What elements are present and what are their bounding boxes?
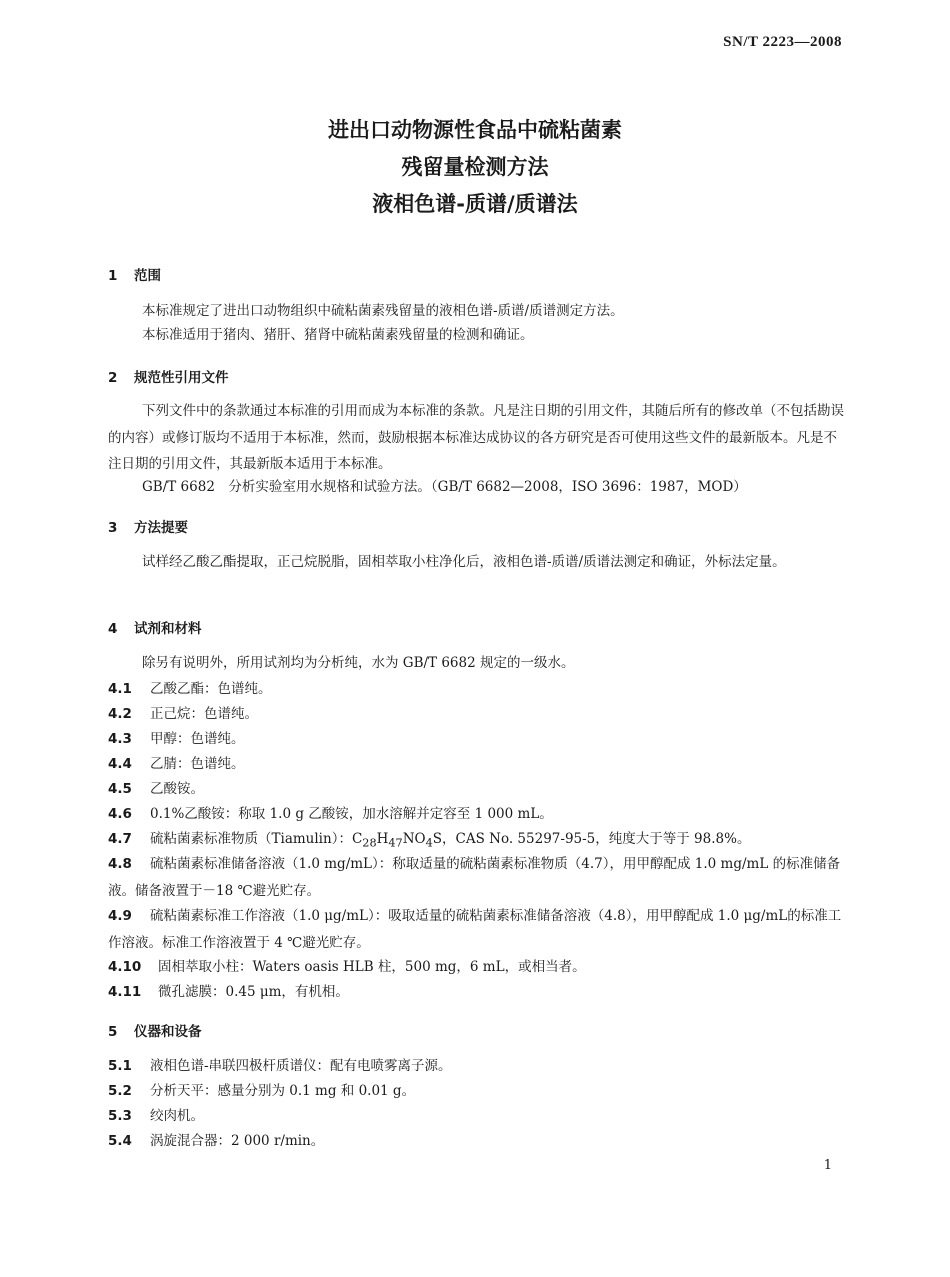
document-title [0,112,950,223]
item-text: 涡旋混合器：2 000 r/min。 [150,1133,325,1149]
section-title: 试剂和材料 [134,621,202,637]
standard-code: SN/T 2223—2008 [723,34,842,50]
item-number: 4.8 [108,856,132,872]
item-number: 4.4 [108,756,132,772]
subscript: 28 [362,836,377,850]
paragraph: 下列文件中的条款通过本标准的引用而成为本标准的条款。凡是注日期的引用文件，其随后所有的修改单（不包括勘误的内容）或修订版均不适用于本标准，然而，鼓励根据本标准达成协议的各方研究是否可使用这些文件的最新版本。凡是不注日期的引用文件，其最新版本适用于本标准。 [108,403,844,472]
item-number: 5.4 [108,1133,132,1149]
section-title: 范围 [134,268,161,284]
subscript: 4 [425,836,433,850]
list-item [108,676,844,703]
section-number: 5 [108,1024,118,1040]
item-number: 5.1 [108,1058,132,1074]
item-text: 分析天平：感量分别为 0.1 mg 和 0.01 g。 [150,1083,416,1099]
item-number: 4.9 [108,908,132,924]
item-number: 5.2 [108,1083,132,1099]
item-number: 4.10 [108,959,142,975]
list-item [108,776,844,803]
item-text: 0.1%乙酸铵：称取 1.0 g 乙酸铵，加水溶解并定容至 1 000 mL。 [150,806,553,822]
list-item [108,726,844,753]
section-number: 3 [108,520,118,536]
list-item [108,1128,844,1155]
item-number: 4.2 [108,706,132,722]
list-item [108,903,844,956]
item-text: 微孔滤膜：0.45 μm，有机相。 [158,984,349,1000]
section-heading-method-summary [108,516,188,536]
item-text: 绞肉机。 [150,1108,204,1124]
paragraph: 本标准规定了进出口动物组织中硫粘菌素残留量的液相色谱-质谱/质谱测定方法。 [142,303,624,319]
list-item [108,751,844,778]
title-line-3: 液相色谱-质谱/质谱法 [372,192,578,216]
section-title: 规范性引用文件 [134,370,229,386]
section-heading-reagents [108,617,202,637]
item-text: 固相萃取小柱：Waters oasis HLB 柱，500 mg，6 mL，或相当者。 [158,959,586,975]
item-number: 4.11 [108,984,142,1000]
paragraph: 除另有说明外，所用试剂均为分析纯，水为 GB/T 6682 规定的一级水。 [142,655,575,671]
item-number: 5.3 [108,1108,132,1124]
section-heading-apparatus [108,1020,202,1040]
item-text: 硫粘菌素标准工作溶液（1.0 μg/mL）：吸取适量的硫粘菌素标准储备溶液（4.8），用甲醇配成 1.0 μg/mL的标准工作溶液。标准工作溶液置于 4 ℃避光贮存。 [108,908,842,951]
item-text-d: S，CAS No. 55297-95-5，纯度大于等于 98.8%。 [432,831,751,847]
item-number: 4.3 [108,731,132,747]
list-item [108,701,844,728]
paragraph: 本标准适用于猪肉、猪肝、猪肾中硫粘菌素残留量的检测和确证。 [142,327,534,343]
item-text-c: NO [402,831,426,847]
item-number: 4.7 [108,831,132,847]
section-number: 4 [108,621,118,637]
item-text: 乙腈：色谱纯。 [150,756,245,772]
item-text: 甲醇：色谱纯。 [150,731,245,747]
title-line-2: 残留量检测方法 [401,155,549,179]
item-number: 4.1 [108,681,132,697]
paragraph: 试样经乙酸乙酯提取，正己烷脱脂，固相萃取小柱净化后，液相色谱-质谱/质谱法测定和确证，外标法定量。 [142,554,786,570]
list-item [108,954,844,981]
section-title: 方法提要 [134,520,188,536]
item-text: 正己烷：色谱纯。 [150,706,258,722]
paragraph: GB/T 6682 分析实验室用水规格和试验方法。（GB/T 6682—2008，ISO 3696：1987，MOD） [142,479,747,495]
item-text-a: 硫粘菌素标准物质（Tiamulin）：C [150,831,363,847]
item-number: 4.5 [108,781,132,797]
page-number: 1 [823,1158,832,1173]
section-heading-scope [108,264,161,284]
section-heading-normative-references [108,366,229,386]
item-text: 硫粘菌素标准储备溶液（1.0 mg/mL）：称取适量的硫粘菌素标准物质（4.7），用甲醇配成 1.0 mg/mL 的标准储备液。储备液置于－18 ℃避光贮存。 [108,856,841,899]
subscript: 47 [388,836,403,850]
item-text-b: H [376,831,389,847]
item-text: 乙酸乙酯：色谱纯。 [150,681,272,697]
item-number: 4.6 [108,806,132,822]
list-item [108,851,844,904]
item-text: 液相色谱-串联四极杆质谱仪：配有电喷雾离子源。 [150,1058,452,1074]
item-text: 乙酸铵。 [150,781,204,797]
list-item [108,1078,844,1105]
list-item [108,979,844,1006]
list-item [108,1053,844,1080]
list-item [108,801,844,828]
section-title: 仪器和设备 [134,1024,202,1040]
title-line-1: 进出口动物源性食品中硫粘菌素 [328,118,622,142]
list-item [108,1103,844,1130]
section-number: 2 [108,370,118,386]
section-number: 1 [108,268,118,284]
